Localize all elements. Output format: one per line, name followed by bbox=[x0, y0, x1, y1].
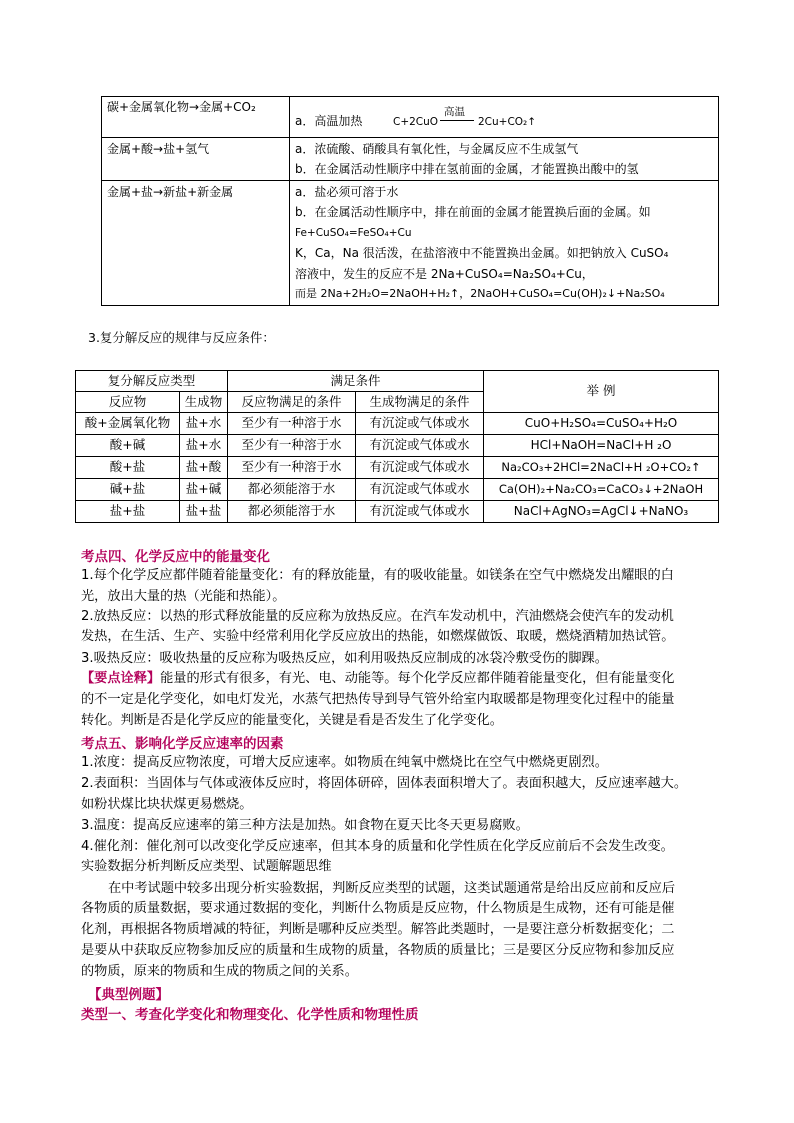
kp5-line2: 2.表面积：当固体与气体或液体反应时，将固体研碎，固体表面积增大了。表面积越大，反应速率越大。 bbox=[81, 776, 688, 791]
kp5-line6: 实验数据分析判断反应类型、试题解题思维 bbox=[81, 859, 332, 874]
t2-row5-reactant: 盐+盐 bbox=[109, 503, 146, 518]
kp5-para-line1: 在中考试题中较多出现分析实验数据，判断反应类型的试题，这类试题通常是给出反应前和反应后 bbox=[108, 881, 676, 896]
t2-row1-example: CuO+H₂SO₄=CuSO₄+H₂O bbox=[524, 416, 678, 430]
kp5-para-line5: 的物质，原来的物质和生成的物质之间的关系。 bbox=[81, 964, 358, 979]
kp4-key-text1: 能量的形式有很多，有光、电、动能等。每个化学反应都伴随着能量变化，但有能量变化 bbox=[160, 671, 675, 686]
section3-title: 3.复分解反应的规律与反应条件： bbox=[88, 330, 275, 345]
t2-row4-rcond: 都必须能溶于水 bbox=[247, 481, 336, 496]
t2-row1-product: 盐+水 bbox=[185, 415, 222, 430]
kp5-para-line3: 化剂，再根据各物质增减的特征，判断是哪种反应类型。解答此类题时，一是要注意分析数据变化；二 bbox=[81, 922, 675, 937]
t2-row2-example: HCl+NaOH=NaCl+H ₂O bbox=[530, 438, 672, 452]
t2-row3-rcond: 至少有一种溶于水 bbox=[241, 459, 342, 474]
t2-row4-reactant: 碱+盐 bbox=[109, 481, 146, 496]
t2-row3-example: Na₂CO₃+2HCl=2NaCl+H ₂O+CO₂↑ bbox=[501, 460, 701, 474]
t2-row2-pcond: 有沉淀或气体或水 bbox=[369, 437, 470, 452]
kp5-para-line4: 是要从中获取反应物参加反应的质量和生成物的质量，各物质的质量比；三是要区分反应物和参加反应 bbox=[81, 943, 675, 958]
t1-row1-prefix: a．高温加热 bbox=[295, 114, 363, 128]
kp4-title: 考点四、化学反应中的能量变化 bbox=[81, 549, 270, 565]
kp4-line3: 2.放热反应：以热的形式释放能量的反应称为放热反应。在汽车发动机中，汽油燃烧会使汽车的发动机 bbox=[81, 609, 674, 624]
t1-row3-line3: Fe+CuSO₄=FeSO₄+Cu bbox=[295, 227, 412, 239]
t2-row5-product: 盐+盐 bbox=[185, 503, 222, 518]
t2-sub-reactant: 反应物 bbox=[108, 394, 147, 409]
typical-examples-label: 【典型例题】 bbox=[88, 987, 169, 1003]
t1-row1-eq-right: 2Cu+CO₂↑ bbox=[478, 116, 537, 128]
type1-title: 类型一、考查化学变化和物理变化、化学性质和物理性质 bbox=[81, 1007, 419, 1023]
t2-row3-reactant: 酸+盐 bbox=[109, 459, 146, 474]
t1-row2-line2: b．在金属活动性顺序中排在氢前面的金属，才能置换出酸中的氢 bbox=[295, 162, 639, 176]
kp4-key-line1 bbox=[81, 668, 674, 690]
t2-row5-rcond: 都必须能溶于水 bbox=[247, 503, 336, 518]
t2-row3-product: 盐+酸 bbox=[185, 459, 222, 474]
key-point-label: 【要点诠释】 bbox=[81, 671, 161, 686]
t1-row1-eq-left: C+2CuO bbox=[393, 116, 439, 128]
kp4-key-line2: 的不一定是化学变化，如电灯发光，水蒸气把热传导到导气管外给室内取暖都是物理变化过程中的能量 bbox=[81, 692, 675, 707]
t1-row1-eq-bar bbox=[440, 120, 474, 121]
kp5-title: 考点五、影响化学反应速率的因素 bbox=[81, 736, 284, 752]
kp4-key-line3: 转化。判断是否是化学反应的能量变化，关键是看是否发生了化学变化。 bbox=[81, 713, 503, 728]
kp4-line5: 3.吸热反应：吸收热量的反应称为吸热反应，如利用吸热反应制成的冰袋冷敷受伤的脚踝。 bbox=[81, 651, 608, 666]
t1-row1-left: 碳+金属氧化物→金属+CO₂ bbox=[107, 100, 256, 114]
t1-row3-line6: 而是 2Na+2H₂O=2NaOH+H₂↑，2NaOH+CuSO₄=Cu(OH)₂↓+Na₂SO₄ bbox=[295, 287, 665, 300]
t1-row2-left: 金属+酸→盐+氢气 bbox=[107, 142, 210, 156]
t1-row3-line2: b．在金属活动性顺序中，排在前面的金属才能置换后面的金属。如 bbox=[295, 205, 651, 219]
kp5-line1: 1.浓度：提高反应物浓度，可增大反应速率。如物质在纯氧中燃烧比在空气中燃烧更剧烈。 bbox=[81, 755, 608, 770]
t2-row4-pcond: 有沉淀或气体或水 bbox=[369, 481, 470, 496]
t1-row3-line1: a．盐必须可溶于水 bbox=[295, 185, 399, 199]
kp4-line1: 1.每个化学反应都伴随着能量变化：有的释放能量，有的吸收能量。如镁条在空气中燃烧发出耀眼的白 bbox=[81, 568, 674, 583]
kp5-line3: 如粉状煤比块状煤更易燃烧。 bbox=[81, 797, 253, 812]
t2-header-condition: 满足条件 bbox=[330, 373, 381, 388]
t2-row5-example: NaCl+AgNO₃=AgCl↓+NaNO₃ bbox=[513, 504, 689, 518]
t2-sub-product-cond: 生成物满足的条件 bbox=[369, 394, 470, 409]
t2-row5-pcond: 有沉淀或气体或水 bbox=[369, 503, 470, 518]
t1-row1-eq-condition: 高温 bbox=[444, 106, 465, 118]
t2-sub-reactant-cond: 反应物满足的条件 bbox=[241, 394, 342, 409]
kp5-para-line2: 各物质的质量数据，要求通过数据的变化，判断什么物质是反应物，什么物质是生成物，还有可能是催 bbox=[81, 901, 675, 916]
t2-row3-pcond: 有沉淀或气体或水 bbox=[369, 459, 470, 474]
t1-row3-line4: K，Ca，Na 很活泼，在盐溶液中不能置换出金属。如把钠放入 CuSO₄ bbox=[295, 246, 669, 260]
t2-row1-rcond: 至少有一种溶于水 bbox=[241, 415, 342, 430]
kp5-line5: 4.催化剂：催化剂可以改变化学反应速率，但其本身的质量和化学性质在化学反应前后不会发生改变。 bbox=[81, 839, 674, 854]
t2-row1-reactant: 酸+金属氧化物 bbox=[84, 415, 171, 430]
t2-row2-rcond: 至少有一种溶于水 bbox=[241, 437, 342, 452]
kp4-line2: 光，放出大量的热（光能和热能）。 bbox=[81, 589, 286, 604]
t2-sub-product: 生成物 bbox=[184, 394, 223, 409]
t2-header-type: 复分解反应类型 bbox=[107, 373, 196, 388]
t2-row4-product: 盐+碱 bbox=[185, 481, 222, 496]
kp4-line4: 发热，在生活、生产、实验中经常利用化学反应放出的热能，如燃煤做饭、取暖，燃烧酒精加热试管。 bbox=[81, 629, 675, 644]
t2-row2-reactant: 酸+碱 bbox=[109, 437, 146, 452]
t2-row1-pcond: 有沉淀或气体或水 bbox=[369, 415, 470, 430]
t2-header-example: 举 例 bbox=[586, 383, 616, 398]
kp5-line4: 3.温度：提高反应速率的第三种方法是加热。如食物在夏天比冬天更易腐败。 bbox=[81, 818, 529, 833]
t1-row3-left: 金属+盐→新盐+新金属 bbox=[107, 185, 234, 199]
t1-row3-line5: 溶液中，发生的反应不是 2Na+CuSO₄=Na₂SO₄+Cu， bbox=[295, 267, 594, 281]
t1-row2-line1: a．浓硫酸、硝酸具有氧化性，与金属反应不生成氢气 bbox=[295, 142, 579, 156]
t2-row2-product: 盐+水 bbox=[185, 437, 222, 452]
t2-row4-example: Ca(OH)₂+Na₂CO₃=CaCO₃↓+2NaOH bbox=[498, 482, 704, 496]
